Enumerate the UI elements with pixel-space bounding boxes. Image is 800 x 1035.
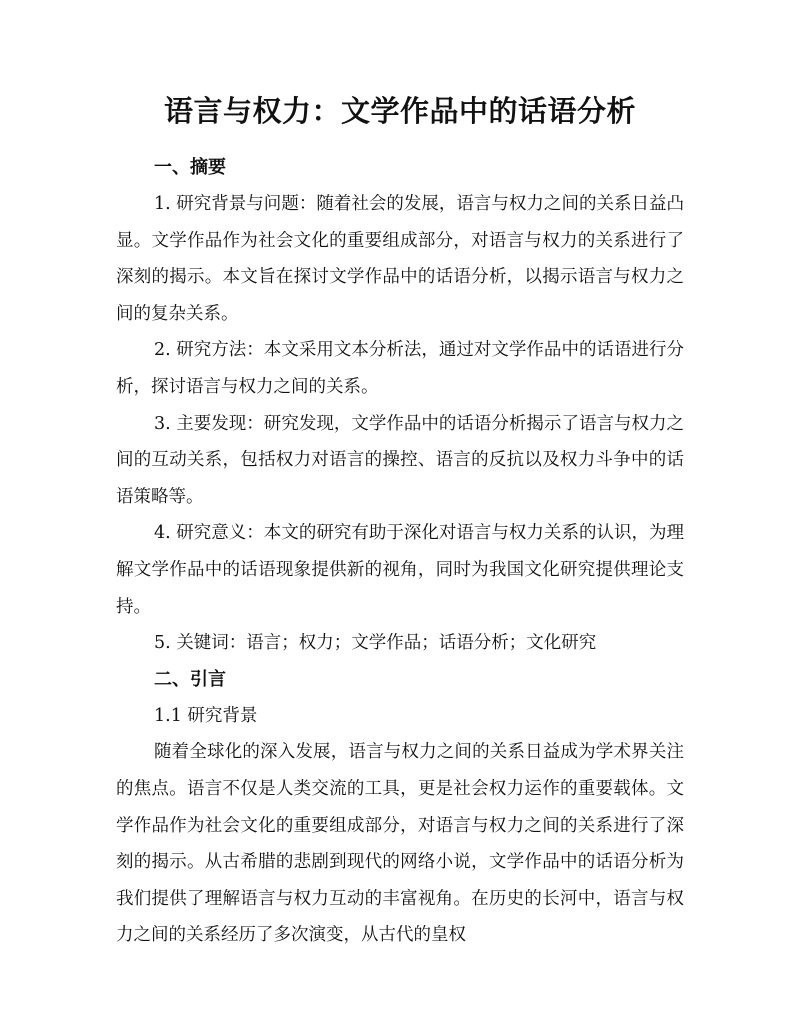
introduction-paragraph: 随着全球化的深入发展，语言与权力之间的关系日益成为学术界关注的焦点。语言不仅是人类交流的工具，更是社会权力运作的重要载体。文学作品作为社会文化的重要组成部分，对语言与权力之间的关系进行了深刻的揭示。从古希腊的悲剧到现代的网络小说，文学作品中的话语分析为我们提供了理解语言与权力互动的丰富视角。在历史的长河中，语言与权力之间的关系经历了多次演变，从古代的皇权 — [116, 742, 684, 946]
document-title: 语言与权力：文学作品中的话语分析 — [163, 94, 636, 128]
abstract-item-significance: 4. 研究意义：本文的研究有助于深化对语言与权力关系的认识，为理解文学作品中的话语现象提供新的视角，同时为我国文化研究提供理论支持。 — [116, 523, 684, 617]
abstract-item-method: 2. 研究方法：本文采用文本分析法，通过对文学作品中的话语进行分析，探讨语言与权力之间的关系。 — [116, 340, 684, 397]
abstract-item-findings: 3. 主要发现：研究发现，文学作品中的话语分析揭示了语言与权力之间的互动关系，包括权力对语言的操控、语言的反抗以及权力斗争中的话语策略等。 — [116, 413, 684, 507]
subsection-heading-background: 1.1 研究背景 — [154, 705, 258, 726]
abstract-item-keywords: 5. 关键词：语言；权力；文学作品；话语分析；文化研究 — [154, 633, 597, 654]
section-heading-introduction: 二、引言 — [154, 668, 226, 690]
abstract-item-background: 1. 研究背景与问题：随着社会的发展，语言与权力之间的关系日益凸显。文学作品作为社会文化的重要组成部分，对语言与权力的关系进行了深刻的揭示。本文旨在探讨文学作品中的话语分析，以揭示语言与权力之间的复杂关系。 — [116, 194, 684, 324]
section-heading-abstract: 一、摘要 — [154, 157, 226, 178]
